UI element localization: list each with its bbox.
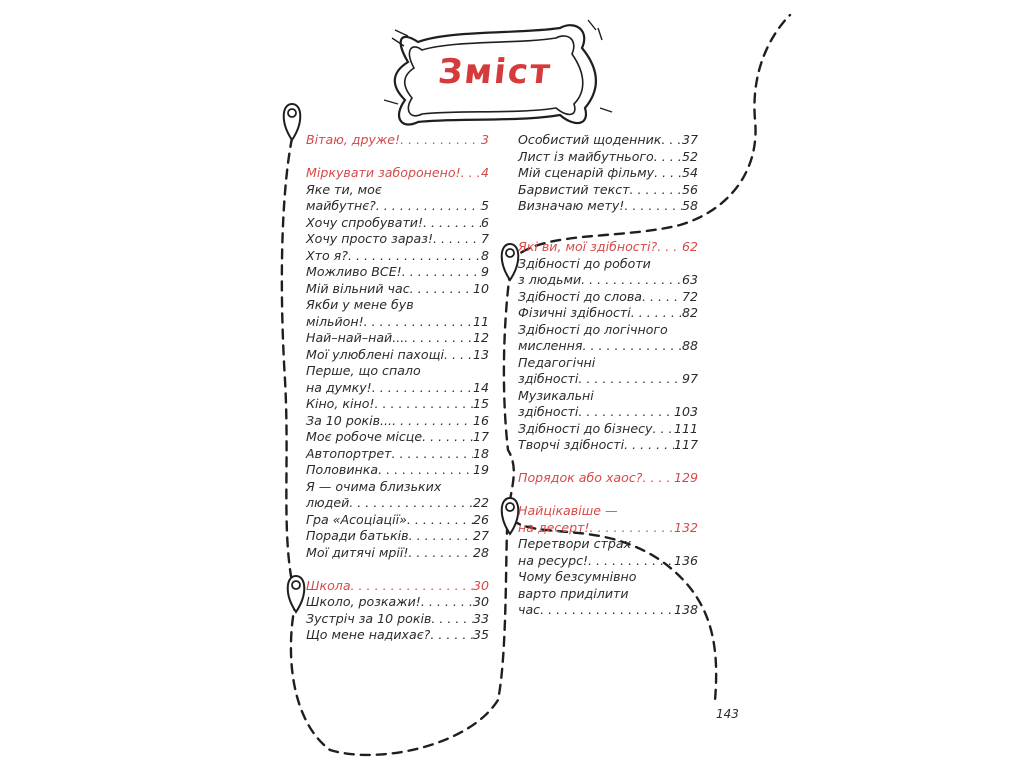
toc-leader-dots [392, 413, 473, 430]
toc-left-column [306, 132, 489, 644]
toc-entry-title: Творчі здібності [518, 437, 625, 453]
toc-entry-line: Яке ти, моє [306, 181, 382, 197]
toc-leader-dots [461, 165, 481, 182]
toc-entry-title: Мої дитячі мрії! [306, 544, 409, 560]
toc-entry-title: Хочу спробувати! [306, 214, 424, 230]
toc-leader-dots [578, 404, 674, 421]
toc-entry[interactable] [306, 446, 489, 463]
toc-page-number: 54 [681, 165, 698, 180]
toc-page-number: 19 [472, 462, 489, 477]
toc-entry[interactable] [306, 347, 489, 364]
page-title: Зміст [436, 52, 554, 92]
toc-page-number: 35 [472, 627, 489, 642]
toc-entry[interactable] [518, 149, 698, 166]
toc-entry-title: Фізичні здібності [518, 305, 631, 321]
toc-leader-dots [642, 289, 682, 306]
toc-page-number: 63 [681, 272, 698, 288]
toc-entry[interactable] [518, 289, 698, 306]
toc-leader-dots [404, 330, 473, 347]
toc-leader-dots [582, 338, 682, 355]
toc-entry[interactable] [518, 272, 698, 289]
toc-leader-dots [433, 231, 481, 248]
toc-page-number: 132 [673, 519, 698, 535]
toc-entry-title: на ресурс! [518, 552, 589, 568]
toc-entry[interactable] [306, 281, 489, 298]
toc-entry[interactable] [306, 215, 489, 232]
toc-page-number: 26 [472, 511, 489, 527]
toc-page-number: 27 [472, 528, 489, 543]
toc-entry[interactable] [306, 545, 489, 562]
toc-entry[interactable] [306, 231, 489, 248]
toc-page-number: 13 [472, 346, 489, 362]
toc-section-entry[interactable] [306, 578, 489, 595]
toc-leader-dots [349, 495, 473, 512]
toc-page-number: 129 [673, 470, 698, 486]
toc-entry-title: Визначаю мету! [518, 198, 625, 213]
toc-entry[interactable] [306, 495, 489, 512]
toc-section-entry[interactable] [518, 239, 698, 256]
toc-entry[interactable] [518, 602, 698, 619]
toc-leader-dots [581, 272, 682, 289]
toc-entry[interactable] [306, 594, 489, 611]
toc-entry[interactable] [518, 371, 698, 388]
toc-leader-dots [422, 429, 473, 446]
toc-entry[interactable] [518, 305, 698, 322]
toc-entry-title: Половинка [306, 462, 379, 477]
toc-page-number: 9 [480, 264, 489, 279]
toc-leader-dots [589, 520, 673, 537]
toc-leader-dots [408, 545, 473, 562]
toc-spacer [306, 561, 489, 578]
toc-leader-dots [624, 437, 674, 454]
toc-entry[interactable] [306, 396, 489, 413]
toc-page-number: 18 [472, 445, 489, 461]
toc-leader-dots [661, 132, 682, 149]
toc-entry[interactable] [306, 413, 489, 430]
toc-entry-line: Музикальні [518, 387, 594, 403]
toc-entry-title: на думку! [306, 379, 372, 395]
toc-leader-dots [631, 305, 682, 322]
toc-page-number: 111 [673, 420, 698, 436]
toc-leader-dots [402, 264, 481, 281]
toc-leader-dots [364, 314, 473, 331]
toc-entry[interactable] [518, 165, 698, 182]
toc-entry[interactable] [518, 182, 698, 199]
toc-entry-line: Я — очима близьких [306, 478, 442, 494]
toc-entry-line: Чому безсумнівно [518, 569, 637, 585]
toc-entry-title: Перетвори страх [518, 536, 632, 552]
toc-entry[interactable] [306, 380, 489, 397]
toc-entry-title: Школо, розкажи! [306, 594, 421, 609]
toc-leader-dots [540, 602, 674, 619]
toc-leader-dots [653, 421, 674, 438]
toc-page-number: 138 [673, 602, 698, 618]
toc-leader-dots [578, 371, 682, 388]
toc-leader-dots [423, 215, 481, 232]
toc-spacer [306, 149, 489, 166]
toc-page-number: 11 [472, 313, 489, 329]
toc-entry-title: Можливо ВСЕ! [306, 264, 402, 279]
toc-entry-title: Мій вільний час [306, 280, 410, 296]
toc-leader-dots [421, 594, 473, 611]
toc-page-number: 28 [472, 544, 489, 560]
toc-page-number: 15 [472, 396, 489, 411]
toc-entry[interactable] [306, 512, 489, 529]
toc-entry-line: Якби у мене був [306, 297, 414, 312]
toc-entry-title: Порядок або хаос? [518, 470, 643, 486]
toc-page-number: 3 [480, 132, 489, 147]
toc-entry[interactable] [306, 198, 489, 215]
toc-entry-title: Кіно, кіно! [306, 396, 375, 411]
toc-spacer [518, 454, 698, 471]
toc-entry-title: Особистий щоденник [518, 132, 662, 147]
toc-leader-dots [351, 578, 473, 595]
toc-entry[interactable] [306, 264, 489, 281]
toc-leader-dots [444, 347, 473, 364]
toc-entry-title: Хочу просто зараз! [306, 231, 434, 246]
toc-page-number: 103 [673, 404, 698, 420]
toc-entry[interactable] [306, 528, 489, 545]
toc-entry-line: Здібності до роботи [518, 255, 651, 271]
toc-leader-dots [400, 132, 481, 149]
toc-page-number: 56 [681, 181, 698, 197]
toc-entry-title: Здібності до слова [518, 288, 642, 304]
toc-entry[interactable] [306, 314, 489, 331]
toc-entry-line: Педагогічні [518, 354, 596, 370]
toc-leader-dots [657, 239, 682, 256]
toc-leader-dots [642, 470, 674, 487]
toc-entry-title: Міркувати заборонено! [306, 165, 461, 180]
toc-page-number: 5 [480, 198, 489, 213]
toc-leader-dots [409, 528, 473, 545]
toc-entry-title: Що мене надихає? [306, 627, 431, 642]
toc-entry[interactable] [518, 421, 698, 438]
toc-entry-title: Автопортрет [306, 445, 392, 461]
toc-leader-dots [431, 611, 473, 628]
toc-page-number: 7 [480, 231, 489, 246]
toc-entry[interactable] [518, 437, 698, 454]
toc-leader-dots [624, 198, 682, 215]
toc-entry-title: Най–най–най... [306, 330, 405, 345]
toc-entry-line: варто приділити [518, 585, 629, 601]
toc-entry[interactable] [306, 611, 489, 628]
toc-entry-line: Здібності до логічного [518, 321, 668, 337]
toc-entry-title: Які ви, мої здібності? [518, 239, 658, 255]
toc-leader-dots [378, 462, 473, 479]
toc-spacer [518, 487, 698, 504]
toc-right-column [518, 132, 698, 619]
toc-leader-dots [410, 281, 473, 298]
toc-page-number: 37 [681, 132, 698, 147]
toc-entry[interactable] [306, 429, 489, 446]
toc-entry[interactable] [518, 404, 698, 421]
toc-entry-title: Вітаю, друже! [306, 132, 401, 147]
toc-spacer [518, 215, 698, 240]
toc-page-number: 4 [480, 165, 489, 180]
toc-entry-title: За 10 років... [306, 412, 393, 428]
toc-page-number: 97 [681, 371, 698, 387]
toc-entry-title: мільйон! [306, 313, 364, 329]
toc-page-number: 72 [681, 288, 698, 304]
toc-leader-dots [376, 198, 481, 215]
toc-entry[interactable] [306, 248, 489, 265]
toc-page-number: 10 [472, 280, 489, 296]
toc-entry-title: людей [306, 495, 350, 510]
toc-leader-dots [407, 512, 473, 529]
toc-page-number: 6 [480, 214, 489, 230]
toc-entry-title: мислення [518, 338, 583, 354]
toc-entry-title: Школа [306, 577, 351, 593]
toc-entry-title: Поради батьків [306, 528, 409, 543]
location-pin-icon [502, 244, 519, 280]
toc-entry-title: Лист із майбутнього [518, 148, 654, 164]
toc-entry[interactable] [518, 132, 698, 149]
toc-entry-title: на десерт! [518, 519, 590, 535]
location-pin-icon [502, 498, 519, 534]
toc-leader-dots [374, 396, 472, 413]
toc-page-number: 30 [472, 577, 489, 593]
toc-page-number: 22 [472, 495, 489, 510]
toc-section-entry[interactable] [518, 470, 698, 487]
toc-page-number: 17 [472, 429, 489, 444]
toc-entry[interactable] [306, 627, 489, 644]
toc-entry-title: Барвистий текст [518, 181, 630, 197]
toc-entry-title: з людьми [518, 272, 582, 288]
toc-page-number: 8 [480, 247, 489, 263]
toc-page-number: 58 [681, 198, 698, 213]
toc-entry-title: майбутнє? [306, 198, 376, 213]
toc-leader-dots [630, 182, 682, 199]
toc-entry-title: Здібності до бізнесу [518, 420, 653, 436]
toc-leader-dots [391, 446, 473, 463]
toc-entry-line: Найцікавіше — [518, 503, 618, 519]
toc-entry-title: Мої улюблені пахощі [306, 346, 444, 362]
toc-section-entry[interactable] [518, 520, 698, 537]
toc-entry-title: Гра «Асоціації» [306, 511, 407, 527]
toc-entry-title: Мій сценарій фільму [518, 165, 655, 180]
toc-entry-title: здібності [518, 404, 579, 420]
toc-page-number: 88 [681, 338, 698, 354]
toc-entry-title: Моє робоче місце [306, 429, 423, 444]
toc-entry[interactable] [518, 553, 698, 570]
toc-page-number: 12 [472, 330, 489, 345]
toc-entry-title: Хто я? [306, 247, 348, 263]
toc-page-number: 16 [472, 412, 489, 428]
toc-section-entry[interactable] [306, 132, 489, 149]
toc-page-number: 136 [673, 552, 698, 568]
toc-page-number: 52 [681, 148, 698, 164]
toc-page-number: 33 [472, 610, 489, 626]
page-number: 143 [716, 707, 739, 721]
toc-leader-dots [588, 553, 674, 570]
toc-leader-dots [372, 380, 473, 397]
toc-entry-title: здібності [518, 371, 579, 387]
toc-leader-dots [654, 165, 682, 182]
toc-entry-line: Перше, що спало [306, 363, 421, 378]
toc-entry-title: Зустріч за 10 років [306, 610, 432, 626]
toc-leader-dots [348, 248, 481, 265]
toc-leader-dots [430, 627, 473, 644]
toc-entry[interactable] [518, 198, 698, 215]
toc-page-number: 117 [673, 437, 698, 453]
toc-entry-title: час [518, 602, 541, 618]
toc-leader-dots [654, 149, 682, 166]
toc-page-number: 14 [472, 379, 489, 395]
toc-page-number: 62 [681, 239, 698, 255]
location-pin-icon [284, 104, 301, 140]
location-pin-icon [288, 576, 305, 612]
toc-section-entry[interactable] [306, 165, 489, 182]
toc-entry[interactable] [306, 330, 489, 347]
toc-page-number: 30 [472, 594, 489, 609]
toc-entry[interactable] [518, 536, 698, 553]
toc-page-number: 82 [681, 305, 698, 321]
toc-entry[interactable] [306, 462, 489, 479]
toc-entry[interactable] [518, 338, 698, 355]
